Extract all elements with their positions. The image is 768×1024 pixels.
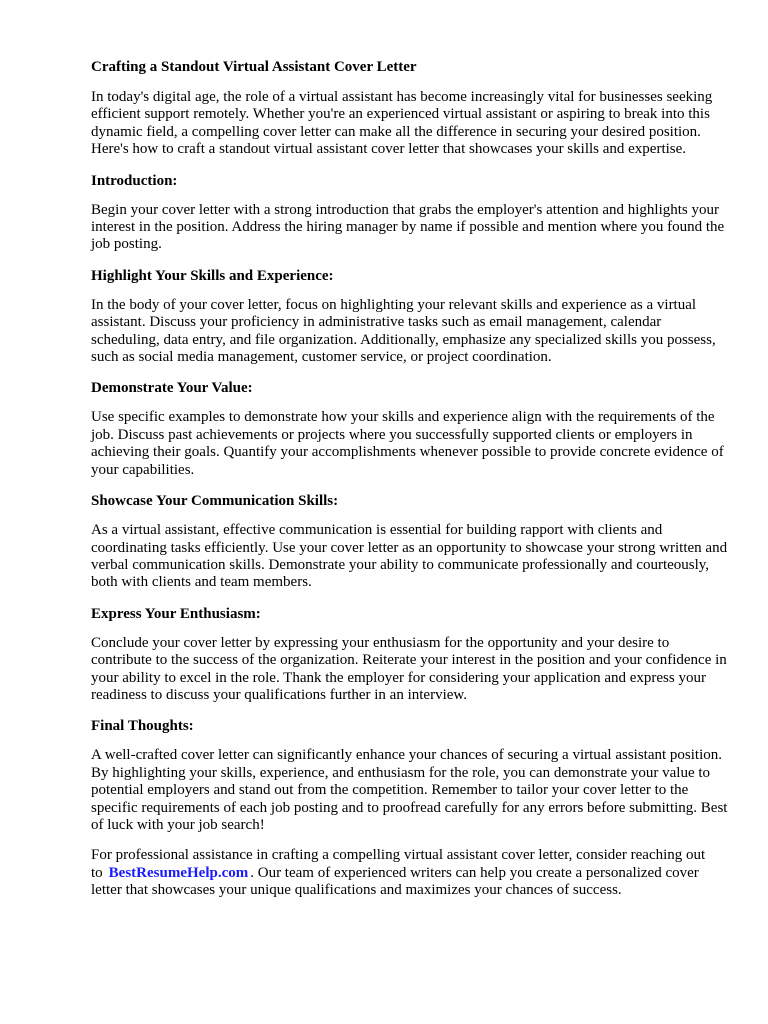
best-resume-help-link[interactable]: BestResumeHelp.com <box>108 864 249 881</box>
section-heading-final-thoughts: Final Thoughts: <box>91 718 194 735</box>
section-body-enthusiasm: Conclude your cover letter by expressing your enthusiasm for the opportunity and your desire to contribute to the success of the organization. Reiterate your interest in the position and your confidence in your ability to excel in the role. Thank the employer for considering your application and express your readiness to discuss your qualifications further in an interview. <box>91 634 727 703</box>
closing-paragraph <box>91 847 731 899</box>
section-heading-value: Demonstrate Your Value: <box>91 380 253 397</box>
document-title: Crafting a Standout Virtual Assistant Cover Letter <box>91 59 417 75</box>
section-body-skills: In the body of your cover letter, focus on highlighting your relevant skills and experience as a virtual assistant. Discuss your proficiency in administrative tasks such as email management, calendar scheduling, data entry, and file organization. Additionally, emphasize any specialized skills you possess, such as social media management, customer service, or project coordination. <box>91 296 716 366</box>
closing-text-before-link: For professional assistance in crafting a compelling virtual assistant cover letter, consider reaching out to <box>91 847 706 881</box>
section-heading-communication: Showcase Your Communication Skills: <box>91 493 339 510</box>
closing-text-after-link: . Our team of experienced writers can help you create a personalized cover letter that showcases your unique qualifications and maximizes your chances of success. <box>91 864 699 899</box>
section-heading-introduction: Introduction: <box>91 172 178 189</box>
intro-paragraph: In today's digital age, the role of a virtual assistant has become increasingly vital for businesses seeking efficient support remotely. Whether you're an experienced virtual assistant or aspiring to break into this dynamic field, a compelling cover letter can make all the difference in securing your desired position. Here's how to craft a standout virtual assistant cover letter that showcases your skills and expertise. <box>91 89 713 158</box>
section-heading-skills: Highlight Your Skills and Experience: <box>91 267 334 284</box>
section-body-communication: As a virtual assistant, effective communication is essential for building rapport with clients and coordinating tasks efficiently. Use your cover letter as an opportunity to showcase your strong written and verbal communication skills. Demonstrate your ability to communicate professionally and courteously, both with clients and team members. <box>91 522 728 591</box>
section-heading-enthusiasm: Express Your Enthusiasm: <box>91 605 261 622</box>
document-page <box>91 58 731 913</box>
section-body-value: Use specific examples to demonstrate how your skills and experience align with the requirements of the job. Discuss past achievements or projects where you successfully supported clients or employers in achieving their goals. Quantify your accomplishments whenever possible to provide concrete evidence of your capabilities. <box>91 409 724 478</box>
section-body-introduction: Begin your cover letter with a strong introduction that grabs the employer's attention and highlights your interest in the position. Address the hiring manager by name if possible and mention where you found the job posting. <box>91 201 725 253</box>
section-body-final-thoughts: A well-crafted cover letter can significantly enhance your chances of securing a virtual assistant position. By highlighting your skills, experience, and enthusiasm for the role, you can demonstrate your value to potential employers and stand out from the competition. Remember to tailor your cover letter to the specific requirements of each job posting and to proofread carefully for any errors before submitting. Best of luck with your job search! <box>91 747 728 833</box>
